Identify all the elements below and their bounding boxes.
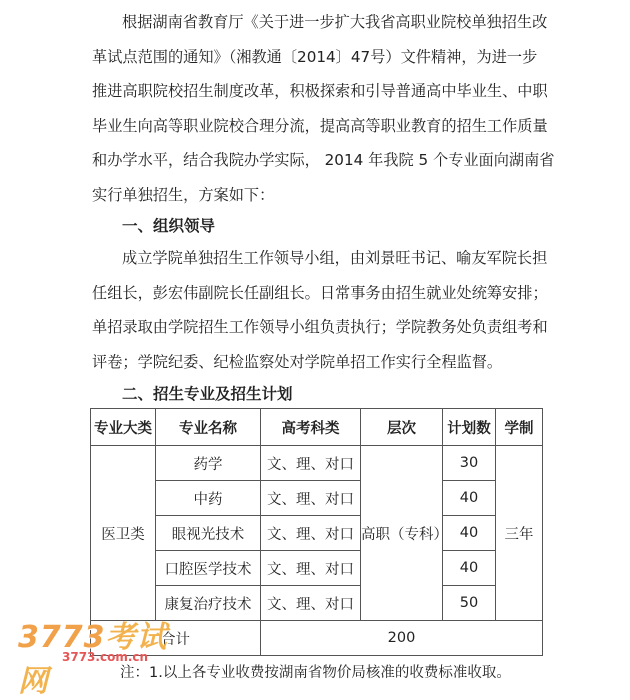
header-category: 专业大类 xyxy=(91,409,156,446)
level-cell: 高职（专科） xyxy=(361,446,443,621)
organization-line-4: 评卷；学院纪委、纪检监察处对学院单招工作实行全程监督。 xyxy=(92,352,503,371)
section-heading-organization: 一、组织领导 xyxy=(122,217,216,235)
header-exam-subjects: 高考科类 xyxy=(261,409,361,446)
section-heading-enrollment: 二、招生专业及招生计划 xyxy=(122,385,293,403)
table-row xyxy=(91,551,543,586)
organization-line-3: 单招录取由学院招生工作领导小组负责执行；学院教务处负责组考和 xyxy=(92,318,548,336)
table-row xyxy=(91,481,543,516)
plan-count-cell: 40 xyxy=(443,516,496,551)
exam-subjects-cell: 文、理、对口 xyxy=(261,586,361,621)
plan-count-cell: 30 xyxy=(443,446,496,481)
exam-subjects-cell: 文、理、对口 xyxy=(261,446,361,481)
major-name-cell: 药学 xyxy=(156,446,261,481)
watermark-url: 3773.com.cn xyxy=(62,650,149,664)
intro-line-1: 根据湖南省教育厅《关于进一步扩大我省高职业院校单独招生改 xyxy=(122,13,548,31)
header-major-name: 专业名称 xyxy=(156,409,261,446)
intro-line-6: 实行单独招生，方案如下： xyxy=(92,185,275,204)
header-level: 层次 xyxy=(361,409,443,446)
table-row xyxy=(91,446,543,481)
total-label-cell: 合计 xyxy=(91,621,261,656)
plan-count-cell: 50 xyxy=(443,586,496,621)
organization-paragraph xyxy=(92,241,562,379)
exam-subjects-cell: 文、理、对口 xyxy=(261,551,361,586)
watermark-logo-number: 3773 xyxy=(18,620,106,655)
watermark-logo-text: 考试网 xyxy=(18,620,168,699)
organization-line-1: 成立学院单独招生工作领导小组，由刘景旺书记、喻友军院长担 xyxy=(122,249,548,267)
table-header-row xyxy=(91,409,543,446)
total-value-cell: 200 xyxy=(261,621,543,656)
intro-line-3: 推进高职院校招生制度改革，积极探索和引导普通高中毕业生、中职 xyxy=(92,82,548,100)
intro-paragraph xyxy=(92,5,562,212)
table-row xyxy=(91,516,543,551)
duration-cell: 三年 xyxy=(496,446,543,621)
fee-note: 注：1.以上各专业收费按湖南省物价局核准的收费标准收取。 xyxy=(120,665,511,681)
major-name-cell: 康复治疗技术 xyxy=(156,586,261,621)
major-name-cell: 口腔医学技术 xyxy=(156,551,261,586)
exam-subjects-cell: 文、理、对口 xyxy=(261,516,361,551)
exam-subjects-cell: 文、理、对口 xyxy=(261,481,361,516)
header-duration: 学制 xyxy=(496,409,543,446)
major-name-cell: 中药 xyxy=(156,481,261,516)
header-plan-count: 计划数 xyxy=(443,409,496,446)
category-cell: 医卫类 xyxy=(91,446,156,621)
organization-line-2: 任组长，彭宏伟副院长任副组长。日常事务由招生就业处统筹安排； xyxy=(92,283,548,302)
intro-line-5: 和办学水平，结合我院办学实际， 2014 年我院 5 个专业面向湖南省 xyxy=(92,151,555,169)
intro-line-2: 革试点范围的通知》（湘教通〔2014〕47号）文件精神，为进一步 xyxy=(92,47,538,66)
plan-count-cell: 40 xyxy=(443,551,496,586)
major-name-cell: 眼视光技术 xyxy=(156,516,261,551)
plan-count-cell: 40 xyxy=(443,481,496,516)
intro-line-4: 毕业生向高等职业院校合理分流，提高高等职业教育的招生工作质量 xyxy=(92,116,548,135)
